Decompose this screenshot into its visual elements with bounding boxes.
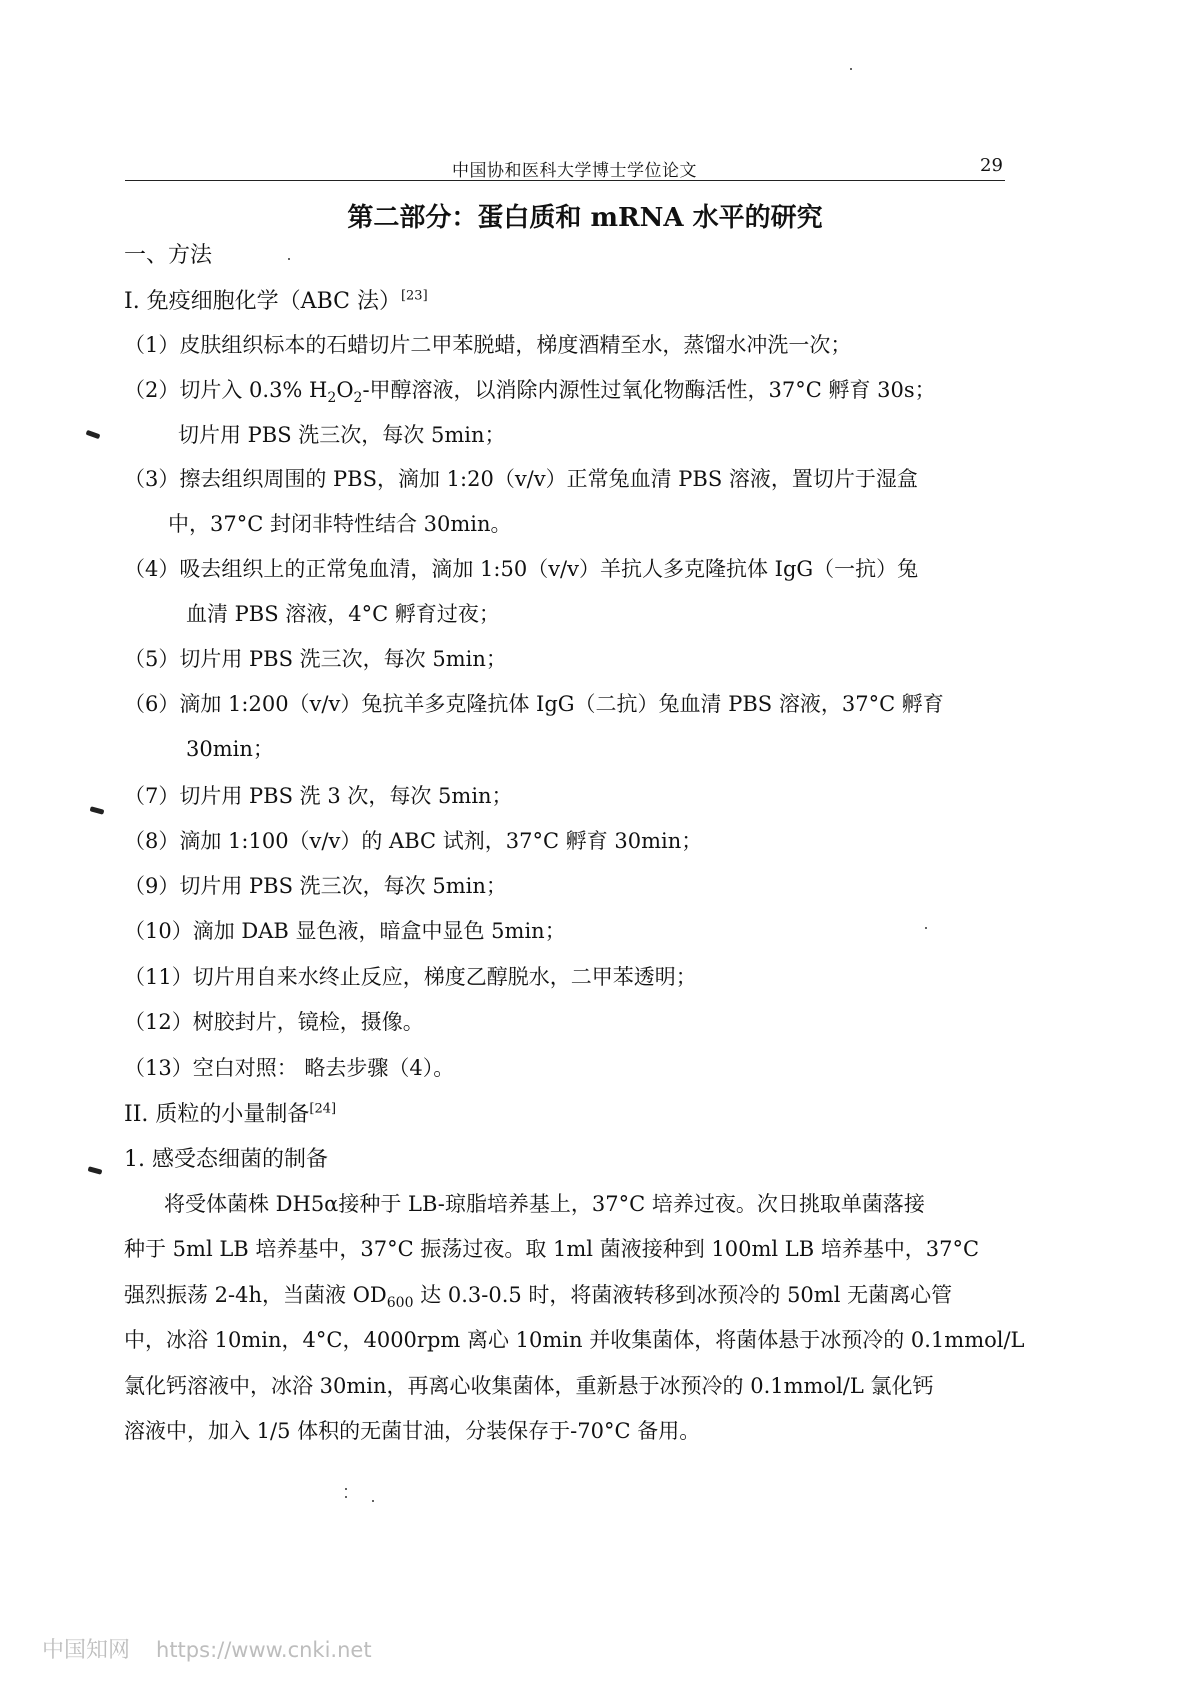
step-11: （11）切片用自来水终止反应，梯度乙醇脱水，二甲苯透明；: [124, 965, 697, 989]
paragraph-line: 将受体菌株 DH5α接种于 LB-琼脂培养基上，37°C 培养过夜。次日挑取单菌落接: [164, 1192, 925, 1216]
step-2-text-c: -甲醇溶液，以消除内源性过氧化物酶活性，37°C 孵育 30s；: [362, 378, 936, 402]
paragraph-text-b: 达 0.3-0.5 时，将菌液转移到冰预冷的 50ml 无菌离心管: [413, 1283, 953, 1307]
step-7: （7）切片用 PBS 洗 3 次，每次 5min；: [124, 784, 513, 808]
step-5: （5）切片用 PBS 洗三次，每次 5min；: [124, 647, 507, 671]
section-I-text: I. 免疫细胞化学（ABC 法）: [124, 289, 401, 314]
section-methods-heading: 一、方法: [124, 243, 213, 268]
step-2-text-a: （2）切片入 0.3% H: [124, 378, 328, 402]
paragraph-line: 溶液中，加入 1/5 体积的无菌甘油，分装保存于-70°C 备用。: [124, 1419, 701, 1443]
paragraph-line: 种于 5ml LB 培养基中，37°C 振荡过夜。取 1ml 菌液接种到 100ml LB 培养基中，37°C: [124, 1237, 980, 1261]
page-title: 第二部分：蛋白质和 mRNA 水平的研究: [347, 203, 823, 233]
paragraph-text-a: 强烈振荡 2-4h，当菌液 OD: [124, 1283, 387, 1307]
step-8: （8）滴加 1:100（v/v）的 ABC 试剂，37°C 孵育 30min；: [124, 829, 703, 853]
step-3-continuation: 中，37°C 封闭非特性结合 30min。: [168, 512, 512, 536]
step-4: （4）吸去组织上的正常兔血清，滴加 1:50（v/v）羊抗人多克隆抗体 IgG（一抗）兔: [124, 557, 919, 581]
step-10: （10）滴加 DAB 显色液，暗盒中显色 5min；: [124, 919, 566, 943]
running-header: 中国协和医科大学博士学位论文: [452, 161, 697, 181]
scan-speck: [925, 927, 927, 929]
step-6-continuation: 30min；: [186, 737, 274, 761]
step-6: （6）滴加 1:200（v/v）兔抗羊多克隆抗体 IgG（二抗）兔血清 PBS 溶液，37°C 孵育: [124, 692, 944, 716]
header-rule: [125, 180, 1005, 181]
paragraph-line: 中，冰浴 10min，4°C，4000rpm 离心 10min 并收集菌体，将菌体悬于冰预冷的 0.1mmol/L: [124, 1328, 1025, 1352]
subsection-1-heading: 1. 感受态细菌的制备: [124, 1147, 328, 1172]
citation-ref: [23]: [400, 288, 428, 304]
citation-ref: [24]: [309, 1101, 337, 1117]
scan-speck: [850, 68, 852, 70]
step-3: （3）擦去组织周围的 PBS，滴加 1:20（v/v）正常兔血清 PBS 溶液，置切片于湿盒: [124, 467, 918, 491]
step-13: （13）空白对照： 略去步骤（4）。: [124, 1056, 455, 1080]
step-2: [124, 374, 936, 407]
subscript: 600: [386, 1295, 414, 1312]
section-II-text: II. 质粒的小量制备: [124, 1102, 310, 1127]
paragraph-line: [124, 1279, 953, 1312]
scan-speck: [288, 258, 290, 260]
step-2-text-b: O: [336, 378, 354, 402]
step-2-continuation: 切片用 PBS 洗三次，每次 5min；: [178, 423, 506, 447]
watermark-url: https://www.cnki.net: [156, 1638, 372, 1662]
section-I-heading: [124, 284, 428, 315]
step-9: （9）切片用 PBS 洗三次，每次 5min；: [124, 874, 507, 898]
scan-speck: [372, 1500, 374, 1502]
scan-speck: [345, 1488, 347, 1490]
section-II-heading: [124, 1097, 336, 1128]
scan-mark: [86, 430, 101, 439]
step-12: （12）树胶封片，镜检，摄像。: [124, 1010, 424, 1034]
page-number: 29: [980, 155, 1003, 176]
watermark-brand: 中国知网: [42, 1638, 131, 1663]
scan-mark: [88, 1166, 103, 1174]
watermark: [42, 1633, 372, 1664]
step-4-continuation: 血清 PBS 溶液，4°C 孵育过夜；: [186, 602, 500, 626]
scan-mark: [90, 806, 105, 814]
step-1: （1）皮肤组织标本的石蜡切片二甲苯脱蜡，梯度酒精至水，蒸馏水冲洗一次；: [124, 333, 852, 357]
paragraph-line: 氯化钙溶液中，冰浴 30min，再离心收集菌体，重新悬于冰预冷的 0.1mmol/L 氯化钙: [124, 1374, 934, 1398]
scan-speck: [345, 1496, 347, 1498]
subscript: 2: [353, 390, 363, 407]
subscript: 2: [327, 390, 337, 407]
